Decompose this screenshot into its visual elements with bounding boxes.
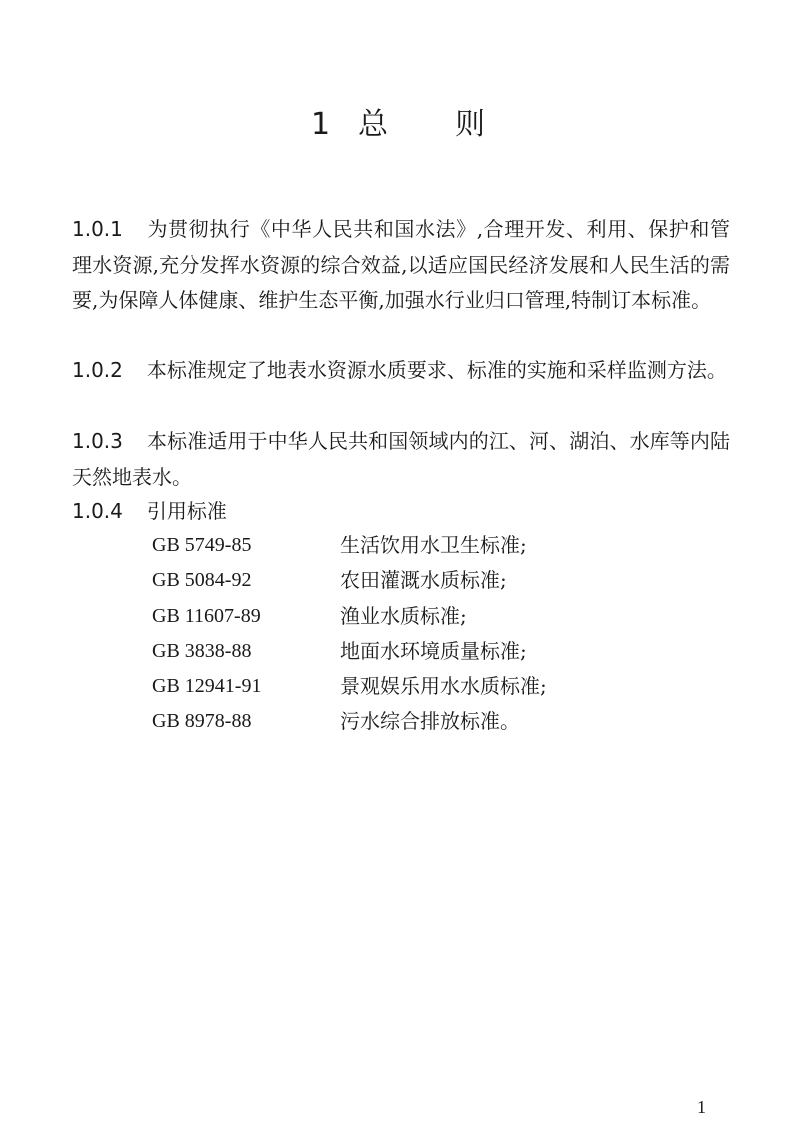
clause-1-0-2 — [72, 353, 730, 389]
page-number: 1 — [697, 1097, 706, 1117]
reference-item — [152, 563, 712, 598]
reference-code: GB 11607-89 — [152, 604, 261, 627]
clause-number: 1.0.1 — [72, 217, 123, 241]
clause-1-0-3 — [72, 424, 730, 495]
reference-list — [152, 528, 712, 740]
reference-title: 渔业水质标准; — [340, 603, 467, 628]
clause-text: 本标准适用于中华人民共和国领域内的江、河、湖泊、水库等内陆天然地表水。 — [72, 429, 730, 489]
reference-title: 生活饮用水卫生标准; — [340, 533, 527, 557]
clause-1-0-1 — [72, 212, 730, 319]
clause-text: 为贯彻执行《中华人民共和国水法》,合理开发、利用、保护和管理水资源,充分发挥水资源的综合效益,以适应国民经济发展和人民生活的需要,为保障人体健康、维护生态平衡,加强水行业归口管理,特制订本标准。 — [72, 217, 730, 312]
reference-code: GB 12941-91 — [152, 675, 262, 698]
clause-text: 引用标准 — [146, 499, 227, 523]
reference-item — [152, 528, 712, 563]
reference-item — [152, 704, 712, 739]
reference-item — [152, 599, 712, 634]
reference-title: 污水综合排放标准。 — [340, 709, 520, 734]
chapter-title-char-1: 总 — [358, 107, 388, 142]
reference-title: 景观娱乐用水水质标准; — [340, 674, 547, 699]
clause-number: 1.0.2 — [72, 358, 123, 382]
reference-code: GB 5749-85 — [152, 534, 252, 556]
clause-number: 1.0.3 — [72, 429, 123, 453]
clause-text: 本标准规定了地表水资源水质要求、标准的实施和采样监测方法。 — [146, 358, 727, 382]
reference-title: 农田灌溉水质标准; — [340, 568, 507, 593]
chapter-title-char-2: 则 — [455, 107, 485, 142]
reference-code: GB 3838-88 — [152, 639, 252, 662]
clause-1-0-4 — [72, 494, 730, 530]
chapter-title — [0, 100, 793, 150]
clause-number: 1.0.4 — [72, 499, 123, 523]
reference-code: GB 5084-92 — [152, 569, 252, 592]
chapter-number: 1 — [311, 107, 331, 142]
reference-title: 地面水环境质量标准; — [340, 638, 527, 663]
reference-item — [152, 634, 712, 669]
reference-item — [152, 669, 712, 704]
reference-code: GB 8978-88 — [152, 710, 252, 733]
